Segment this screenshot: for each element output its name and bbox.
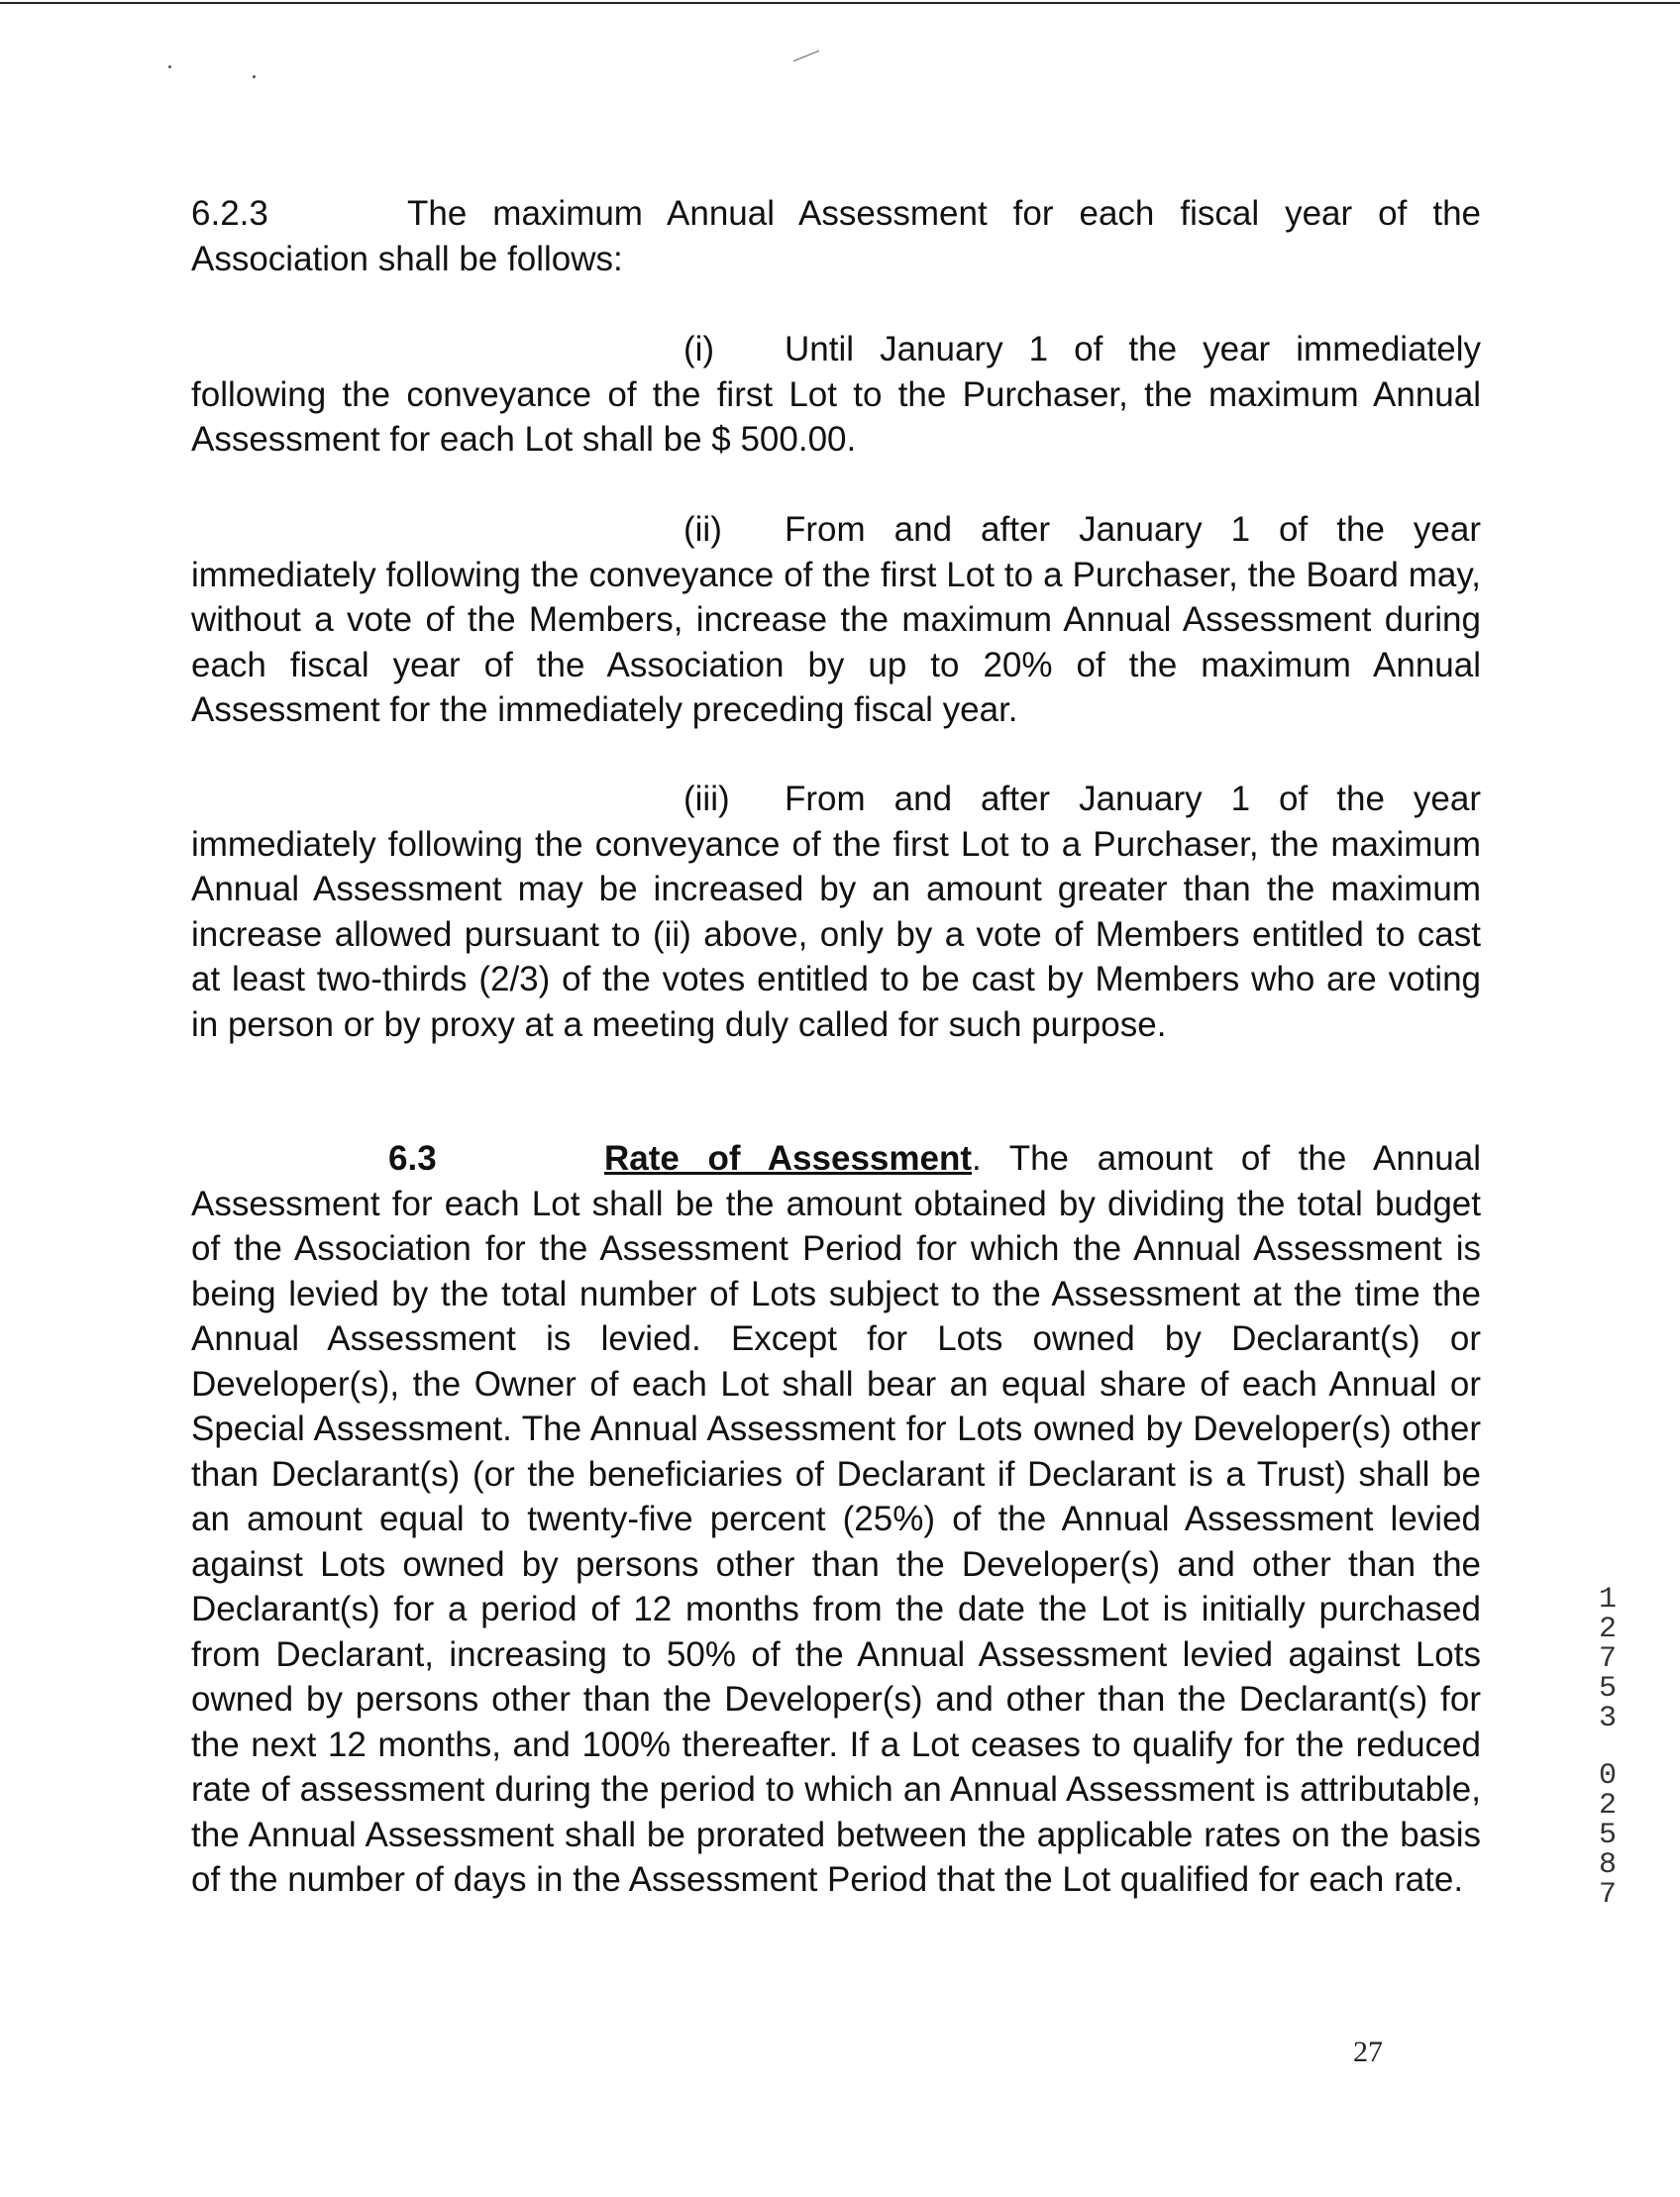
clause-text: From and after January 1 of the year immediately following the conveyance of the first Lot to a Purchaser, the Board may, without a vote of the Members, increase the maximum Annual Assessment during each fiscal year of the Association by up to 20% of the maximum Annual Assessment for the immediately preceding fiscal year. — [191, 510, 1481, 729]
stamp-digit: 1 — [1598, 1583, 1617, 1617]
stamp-digit: 5 — [1598, 1819, 1617, 1852]
section-text: The amount of the Annual Assessment for each Lot shall be the amount obtained by dividing the total budget of the Association for the Assessment Period for which the Annual Assessment is being levied by the total number of Lots subject to the Assessment at the time the Annual Assessment is levied. Except for Lots owned by Declarant(s) or Developer(s), the Owner of each Lot shall bear an equal share of each Annual or Special Assessment. The Annual Assessment for Lots owned by Developer(s) other than Declarant(s) (or the beneficiaries of Declarant if Declarant is a Trust) shall be an amount equal to twenty-five percent (25%) of the Annual Assessment levied against Lots owned by persons other than the Developer(s) and other than the Declarant(s) for a period of 12 months from the date the Lot is initially purchased from Declarant, increasing to 50% of the Annual Assessment levied against Lots owned by persons other than the Developer(s) and other than the Declarant(s) for the next 12 months, and 100% thereafter. If a Lot ceases to qualify for the reduced rate of assessment during the period to which an Annual Assessment is attributable, the Annual Assessment shall be prorated between the applicable rates on the basis of the number of days in the Assessment Period that the Lot qualified for each rate. — [191, 1139, 1482, 1899]
section-number: 6.2.3 — [191, 194, 268, 233]
clause-i — [191, 327, 1481, 463]
clause-number: (i) — [683, 330, 715, 368]
clause-number: (iii) — [683, 780, 730, 818]
scan-speck — [253, 75, 256, 78]
stamp-digit: 7 — [1598, 1878, 1617, 1912]
stamp-digit: 8 — [1598, 1848, 1617, 1882]
stamp-digit: 2 — [1598, 1789, 1617, 1823]
top-scan-edge — [0, 2, 1680, 4]
margin-recording-stamp — [1583, 1585, 1632, 2021]
section-text: The maximum Annual Assessment for each fiscal year of the Association shall be follows: — [191, 194, 1481, 278]
stamp-digit: 3 — [1598, 1702, 1617, 1735]
clause-ii — [191, 507, 1481, 733]
clause-text: From and after January 1 of the year immediately following the conveyance of the first Lot to a Purchaser, the maximum Annual Assessment may be increased by an amount greater than the maximum increase allowed pursuant to (ii) above, only by a vote of Members entitled to cast at least two-thirds (2/3) of the votes entitled to be cast by Members who are voting in person or by proxy at a meeting duly called for such purpose. — [191, 780, 1481, 1044]
section-title: Rate of Assessment — [604, 1139, 972, 1178]
stamp-digit: 7 — [1598, 1642, 1617, 1676]
clause-number: (ii) — [683, 510, 722, 549]
clause-iii — [191, 777, 1481, 1047]
section-6-2-3 — [191, 191, 1481, 281]
stamp-gap — [1583, 1733, 1632, 1761]
section-title-punct: . — [972, 1139, 982, 1178]
scan-speck — [168, 65, 171, 68]
stamp-digit: 0 — [1598, 1759, 1617, 1793]
stamp-digit: 2 — [1598, 1613, 1617, 1646]
scan-mark — [793, 51, 819, 61]
section-6-3 — [191, 1136, 1481, 1903]
section-number: 6.3 — [388, 1139, 437, 1178]
page-number: 27 — [1353, 2036, 1383, 2068]
clause-text: Until January 1 of the year immediately following the conveyance of the first Lot to the Purchaser, the maximum Annual Assessment for each Lot shall be $ 500.00. — [191, 330, 1481, 459]
stamp-digit: 5 — [1598, 1672, 1617, 1706]
